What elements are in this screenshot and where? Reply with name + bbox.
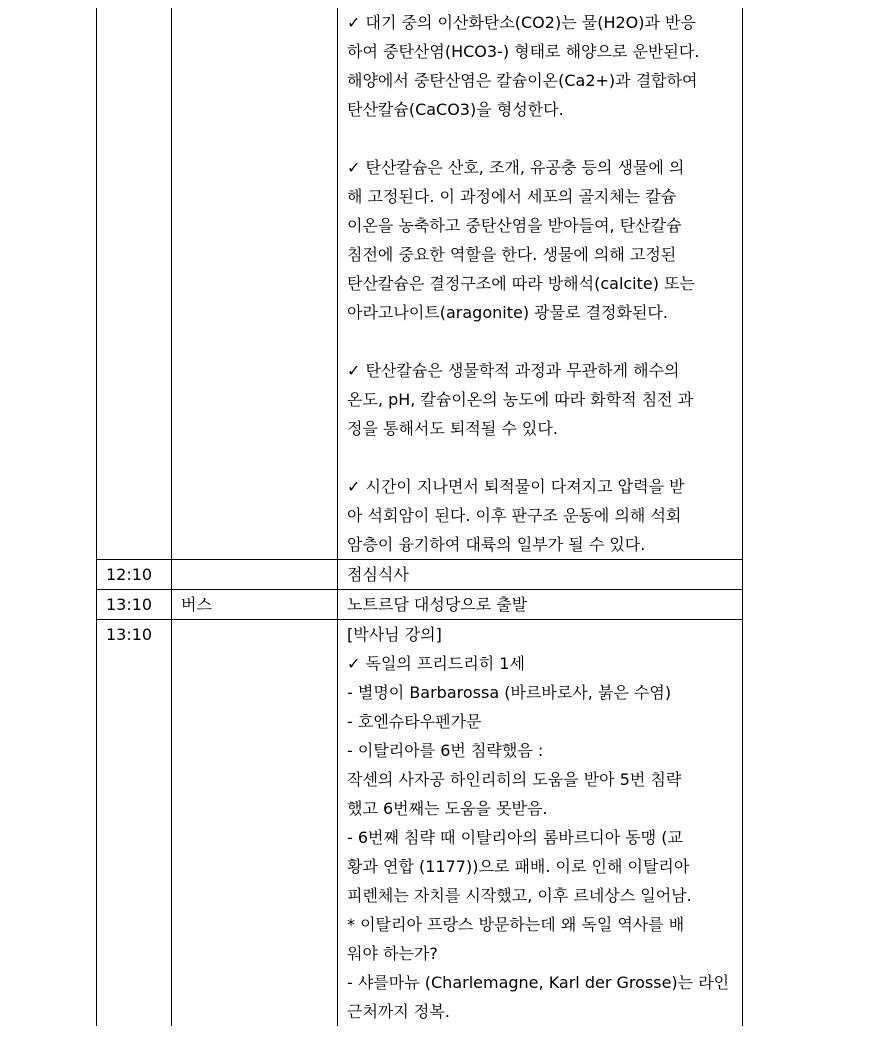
schedule-row [97, 560, 743, 590]
text-line: 점심식사 [347, 565, 409, 584]
text-line: ✓ 탄산칼슘은 생물학적 과정과 무관하게 해수의 [347, 361, 680, 380]
description-cell [338, 8, 743, 560]
text-line: - 6번째 침략 때 이탈리아의 롬바르디아 동맹 (교 [347, 828, 684, 847]
text-line: ✓ 대기 중의 이산화탄소(CO2)는 물(H2O)과 반응 [347, 13, 696, 32]
text-line: 했고 6번째는 도움을 못받음. [347, 799, 548, 818]
schedule-row [97, 590, 743, 620]
text-line: 해양에서 중탄산염은 칼슘이온(Ca2+)과 결합하여 [347, 71, 698, 90]
text-line: 아라고나이트(aragonite) 광물로 결정화된다. [347, 303, 668, 322]
time-cell: 13:10 [97, 590, 172, 620]
text-line: - 샤를마뉴 (Charlemagne, Karl der Grosse)는 라인 [347, 973, 730, 992]
text-line: ✓ 독일의 프리드리히 1세 [347, 654, 525, 673]
text-line: 황과 연합 (1177))으로 패배. 이로 인해 이탈리아 [347, 857, 690, 876]
time-cell: 12:10 [97, 560, 172, 590]
description-lines [347, 8, 733, 559]
text-line: 노트르담 대성당으로 출발 [347, 595, 528, 614]
transport-cell: 버스 [172, 590, 338, 620]
text-line: - 호엔슈타우펜가문 [347, 712, 482, 731]
description-lines [347, 560, 733, 589]
time-cell [97, 8, 172, 560]
text-line: [박사님 강의] [347, 625, 442, 644]
text-line: 하여 중탄산염(HCO3-) 형태로 해양으로 운반된다. [347, 42, 700, 61]
text-line: 피렌체는 자치를 시작했고, 이후 르네상스 일어남. [347, 886, 692, 905]
schedule-row [97, 8, 743, 560]
blank-line [347, 327, 733, 356]
description-cell [338, 620, 743, 1027]
text-line: 암층이 융기하여 대륙의 일부가 될 수 있다. [347, 535, 646, 554]
text-line: 아 석회암이 된다. 이후 판구조 운동에 의해 석회 [347, 506, 682, 525]
text-line: 워야 하는가? [347, 944, 438, 963]
text-line: 탄산칼슘(CaCO3)을 형성한다. [347, 100, 564, 119]
text-line: 이온을 농축하고 중탄산염을 받아들여, 탄산칼슘 [347, 216, 682, 235]
text-line: 해 고정된다. 이 과정에서 세포의 골지체는 칼슘 [347, 187, 677, 206]
transport-cell [172, 8, 338, 560]
text-line: * 이탈리아 프랑스 방문하는데 왜 독일 역사를 배 [347, 915, 685, 934]
time-cell: 13:10 [97, 620, 172, 1027]
text-line: 근처까지 정복. [347, 1002, 450, 1021]
text-line: ✓ 탄산칼슘은 산호, 조개, 유공충 등의 생물에 의 [347, 158, 685, 177]
text-line: 정을 통해서도 퇴적될 수 있다. [347, 419, 558, 438]
description-cell [338, 560, 743, 590]
text-line: 탄산칼슘은 결정구조에 따라 방해석(calcite) 또는 [347, 274, 695, 293]
blank-line [347, 443, 733, 472]
description-cell [338, 590, 743, 620]
text-line: 작센의 사자공 하인리히의 도움을 받아 5번 침략 [347, 770, 682, 789]
schedule-row [97, 620, 743, 1027]
text-line: 침전에 중요한 역할을 한다. 생물에 의해 고정된 [347, 245, 677, 264]
text-line: - 이탈리아를 6번 침략했음 : [347, 741, 544, 760]
description-lines [347, 590, 733, 619]
blank-line [347, 124, 733, 153]
text-line: - 별명이 Barbarossa (바르바로사, 붉은 수염) [347, 683, 672, 702]
transport-cell [172, 560, 338, 590]
description-lines [347, 620, 733, 1026]
transport-cell [172, 620, 338, 1027]
text-line: 온도, pH, 칼슘이온의 농도에 따라 화학적 침전 과 [347, 390, 694, 409]
schedule-table [96, 8, 743, 1026]
text-line: ✓ 시간이 지나면서 퇴적물이 다져지고 압력을 받 [347, 477, 685, 496]
